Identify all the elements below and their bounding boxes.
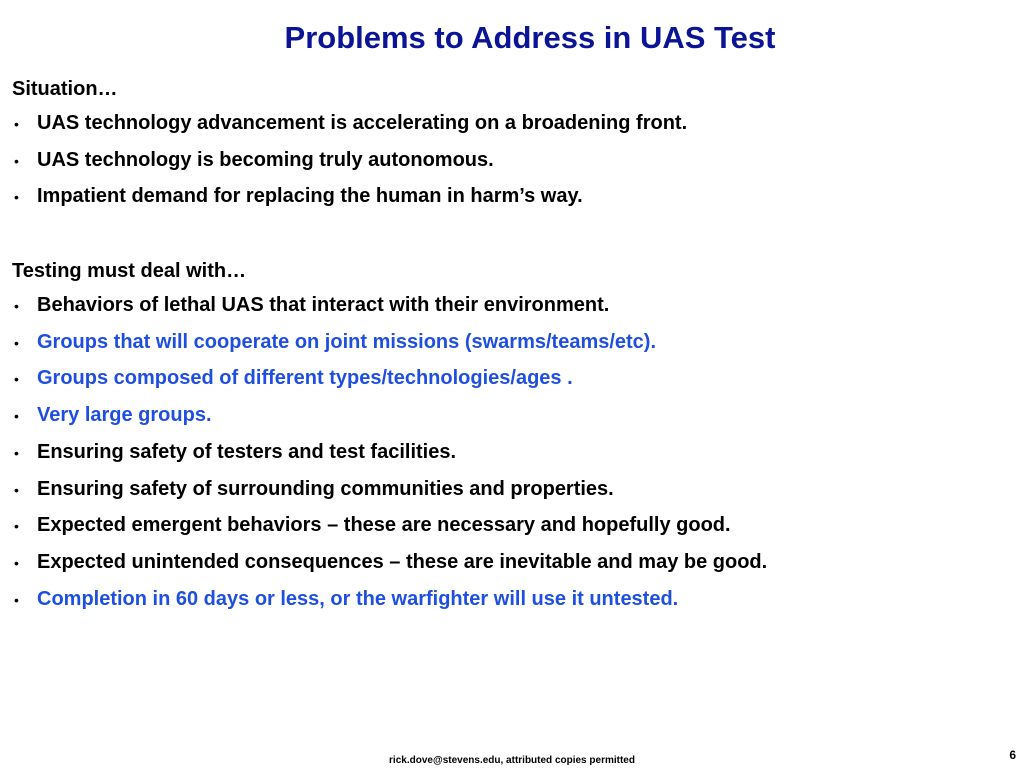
list-item-text: UAS technology advancement is accelerating on a broadening front. [37, 112, 688, 134]
bullet-icon: • [14, 408, 19, 425]
section-heading-testing: Testing must deal with… [12, 260, 247, 283]
list-item [12, 287, 1012, 324]
list-item-text: Behaviors of lethal UAS that interact with their environment. [37, 294, 610, 317]
bullet-icon: • [14, 189, 19, 206]
list-item [12, 507, 1012, 544]
bullet-icon: • [14, 444, 19, 461]
bullet-icon: • [14, 518, 19, 535]
list-item [12, 397, 1012, 434]
bullet-icon: • [14, 591, 19, 608]
footer-attribution: rick.dove@stevens.edu, attributed copies permitted [389, 755, 635, 766]
list-item-text: Very large groups. [37, 404, 212, 427]
bullet-icon: • [14, 371, 19, 388]
bullet-icon: • [14, 554, 19, 571]
testing-list [12, 287, 1012, 617]
bullet-icon: • [14, 116, 19, 132]
list-item-text: Completion in 60 days or less, or the warfighter will use it untested. [37, 587, 679, 610]
list-item [12, 471, 1012, 508]
slide-title: Problems to Address in UAS Test [284, 20, 776, 55]
list-item [12, 434, 1012, 471]
list-item [12, 581, 1012, 618]
section-spacer [12, 215, 1012, 255]
list-item [12, 544, 1012, 581]
bullet-icon: • [14, 481, 19, 498]
list-item-text: Impatient demand for replacing the human in harm’s way. [37, 185, 583, 208]
list-item-text: Expected emergent behaviors – these are necessary and hopefully good. [37, 514, 731, 537]
list-item-text: Groups that will cooperate on joint missions (swarms/teams/etc). [37, 330, 657, 353]
page-number: 6 [1009, 748, 1016, 762]
list-item [12, 142, 1012, 179]
list-item-text: Groups composed of different types/technologies/ages . [37, 367, 573, 390]
situation-list [12, 105, 1012, 215]
list-item [12, 324, 1012, 361]
section-heading-situation: Situation… [12, 78, 118, 100]
bullet-icon: • [14, 298, 19, 315]
bullet-icon: • [14, 152, 19, 169]
list-item-text: Expected unintended consequences – these are inevitable and may be good. [37, 550, 768, 573]
list-item-text: UAS technology is becoming truly autonomous. [37, 148, 494, 171]
list-item-text: Ensuring safety of surrounding communities and properties. [37, 477, 614, 500]
list-item [12, 360, 1012, 397]
list-item [12, 178, 1012, 215]
list-item-text: Ensuring safety of testers and test facilities. [37, 440, 457, 463]
list-item [12, 105, 1012, 142]
slide-content [12, 73, 1012, 617]
bullet-icon: • [14, 334, 19, 351]
